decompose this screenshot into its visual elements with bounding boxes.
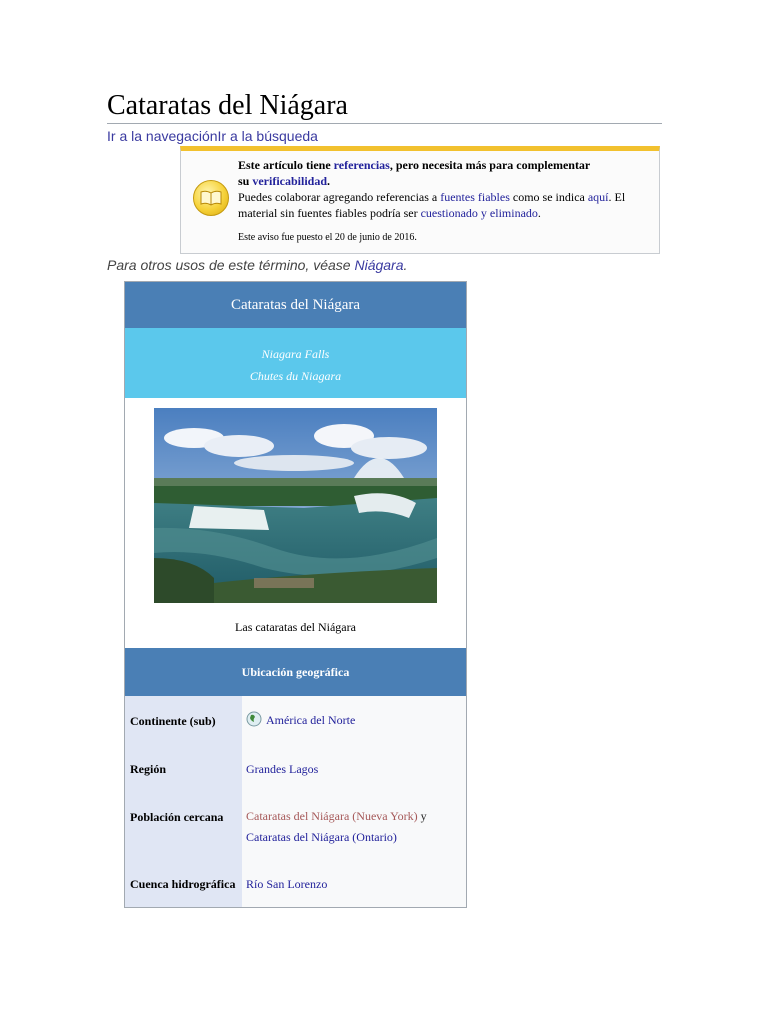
reliable-sources-link[interactable]: fuentes fiables <box>440 190 510 204</box>
row-label: Región <box>125 744 242 792</box>
notice-date: Este aviso fue puesto el 20 de junio de 2016. <box>238 232 417 243</box>
infobox-section-header: Ubicación geográfica <box>125 648 466 696</box>
book-icon <box>193 180 229 216</box>
globe-icon <box>246 711 262 727</box>
challenged-removed-link[interactable]: cuestionado y eliminado <box>420 206 538 220</box>
north-america-link[interactable]: América del Norte <box>266 713 356 727</box>
hatnote-suffix: . <box>403 257 408 273</box>
page-title: Cataratas del Niágara <box>107 90 348 121</box>
notice-text-part: como se indica <box>509 190 588 204</box>
infobox <box>124 281 467 908</box>
notice-text <box>238 157 653 245</box>
infobox-image-box <box>125 398 466 648</box>
infobox-row-nearby-town <box>125 792 466 862</box>
notice-text-part: su <box>238 174 253 188</box>
alt-name-french: Chutes du Niagara <box>249 369 342 383</box>
notice-text-part: Este artículo tiene <box>238 158 334 172</box>
niagara-falls-photo[interactable] <box>154 408 437 603</box>
title-divider <box>107 123 662 124</box>
image-caption: Las cataratas del Niágara <box>235 620 356 634</box>
notice-text-part: , pero necesita más para complementar <box>389 158 591 172</box>
san-lorenzo-link[interactable]: Río San Lorenzo <box>246 877 328 891</box>
great-lakes-link[interactable]: Grandes Lagos <box>246 762 319 776</box>
row-value <box>246 874 461 895</box>
infobox-alt-names <box>125 328 466 398</box>
jump-links <box>107 127 318 145</box>
niagara-falls-ontario-link[interactable]: Cataratas del Niágara (Ontario) <box>246 830 397 844</box>
row-label: Población cercana <box>125 792 242 862</box>
niagara-disambiguation-link[interactable]: Niágara <box>354 257 404 273</box>
jump-search-link[interactable]: Ir a la búsqueda <box>217 128 318 144</box>
connector-text: y <box>417 809 427 823</box>
notice-text-part: . <box>537 206 541 220</box>
disambiguation-hatnote <box>107 256 407 274</box>
alt-name-english: Niagara Falls <box>261 347 330 361</box>
hatnote-text: Para otros usos de este término, véase <box>107 257 355 273</box>
references-link[interactable]: referencias <box>333 158 390 172</box>
row-value <box>246 759 461 780</box>
row-value <box>246 710 461 731</box>
infobox-row-continent <box>125 696 466 744</box>
references-notice <box>180 146 660 254</box>
notice-text-part: . <box>327 174 331 188</box>
notice-text-part: . El <box>608 190 626 204</box>
row-value <box>246 806 461 848</box>
niagara-falls-ny-link[interactable]: Cataratas del Niágara (Nueva York) <box>246 809 418 823</box>
jump-navigation-link[interactable]: Ir a la navegación <box>107 128 218 144</box>
here-link[interactable]: aquí <box>587 190 609 204</box>
row-label: Cuenca hidrográfica <box>125 862 242 908</box>
notice-text-part: material sin fuentes fiables podría ser <box>238 206 421 220</box>
infobox-row-basin <box>125 862 466 908</box>
notice-text-part: Puedes colaborar agregando referencias a <box>238 190 441 204</box>
infobox-title: Cataratas del Niágara <box>125 282 466 328</box>
verifiability-link[interactable]: verificabilidad <box>252 174 328 188</box>
infobox-row-region <box>125 744 466 792</box>
row-label: Continente (sub) <box>125 696 242 744</box>
